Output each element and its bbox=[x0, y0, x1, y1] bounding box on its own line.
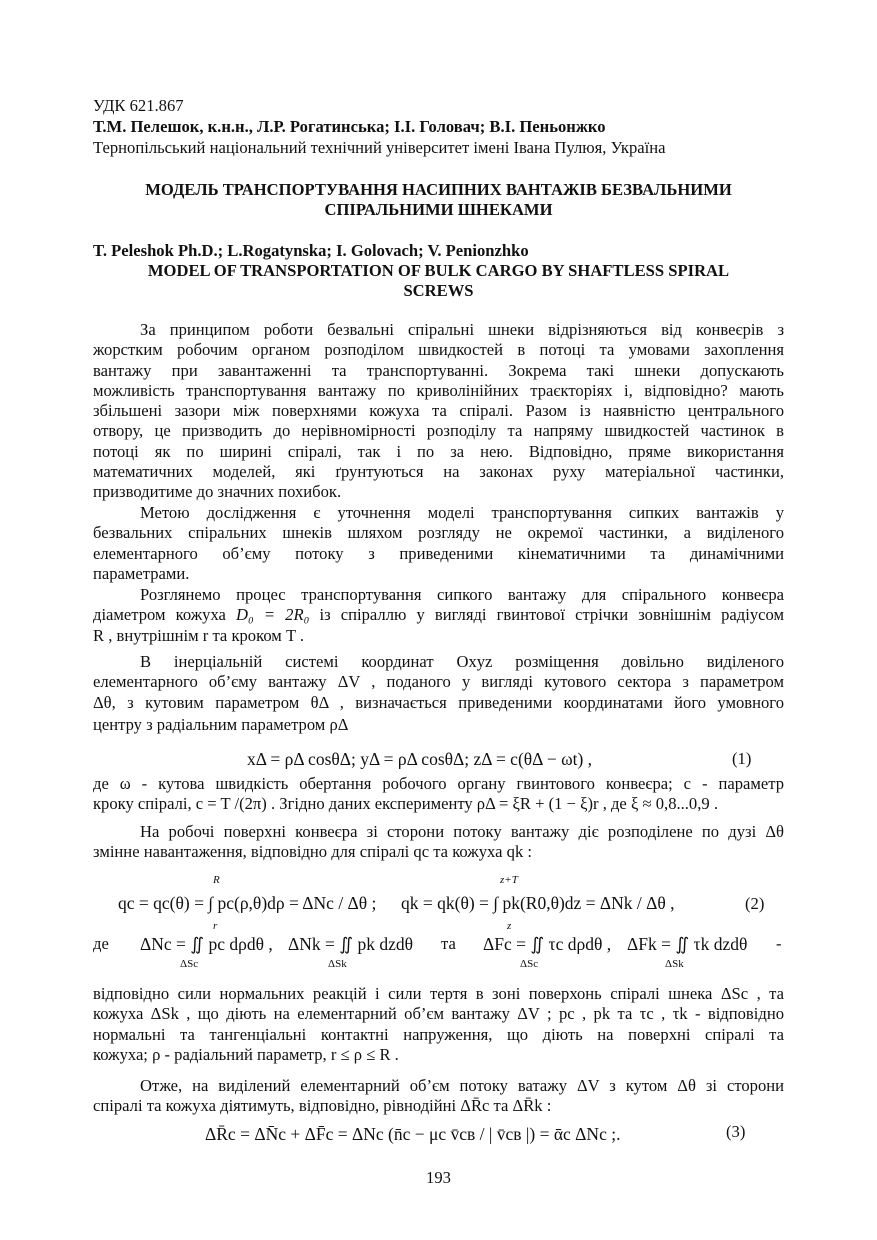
text-line: елементарного об’єму потоку з приведеними кінематичними та динамічними bbox=[93, 543, 784, 563]
text-line: можливість транспортування вантажу по криволінійних траєкторіях і, відповідно? мають bbox=[93, 380, 784, 400]
text-line: отвору, це призводить до нерівномірності розподілу та напряму швидкостей частинок в bbox=[93, 421, 784, 441]
text-line: вантажу при завантаженні та транспортуванні. Зокрема такі шнеки допускають bbox=[93, 360, 784, 380]
text-line: відповідно сили нормальних реакцій і сили тертя в зоні поверхонь спіралі шнека ΔSc , та bbox=[93, 984, 784, 1003]
integral-upper-limit: R bbox=[213, 874, 220, 886]
formula-inline: D₀ = 2R₀ bbox=[236, 605, 310, 625]
paragraph-forces bbox=[93, 984, 784, 1065]
dash: - bbox=[776, 934, 782, 953]
text-line: математичних моделей, які ґрунтуються на законах руху матеріальної частинки, bbox=[93, 462, 784, 482]
page-number: 193 bbox=[426, 1168, 451, 1187]
text-line: потоці як по ширині спіралі, так і по за нею. Відповідно, пряме використання bbox=[93, 441, 784, 461]
text-line: За принципом роботи безвальні спіральні шнеки відрізняються від конвеєрів з bbox=[140, 320, 784, 339]
equation-delta-nk: ΔNk = ∬ pk dzdθ bbox=[288, 934, 413, 954]
integration-domain: ΔSc bbox=[180, 958, 199, 970]
text-line: збільшені зазори між поверхнями кожуха та спіралі. Разом із наявністю центрального bbox=[93, 401, 784, 421]
integral-upper-limit: z+T bbox=[500, 874, 518, 886]
text-line: нормальні та тангенціальні контактні напруження, що діють на поверхні спіралі та bbox=[93, 1024, 784, 1044]
paragraph-process bbox=[93, 585, 784, 646]
text-line: На робочі поверхні конвеєра зі сторони потоку вантажу діє розподілене по дузі Δθ bbox=[140, 822, 784, 841]
integration-domain: ΔSk bbox=[328, 958, 347, 970]
text-line: жорстким робочим органом розподілом швидкостей в потоці та умовами захоплення bbox=[93, 340, 784, 360]
equation-delta-fk: ΔFk = ∬ τk dzdθ bbox=[627, 934, 748, 954]
text-line: Розглянемо процес транспортування сипкого вантажу для спірального конвеєра bbox=[140, 585, 784, 604]
text-line: змінне навантаження, відповідно для спіралі qc та кожуха qk : bbox=[93, 842, 533, 862]
equation-2-left: qc = qc(θ) = ∫ pc(ρ,θ)dρ = ΔNc / Δθ ; bbox=[118, 893, 377, 913]
text-line: Δθ, з кутовим параметром θΔ , визначається приведеними координатами його умовного bbox=[93, 692, 784, 712]
text-line: кожуха; ρ - радіальний параметр, r ≤ ρ ≤ R . bbox=[93, 1044, 399, 1064]
paragraph-load bbox=[93, 822, 784, 863]
title-ua-line-1: МОДЕЛЬ ТРАНСПОРТУВАННЯ НАСИПНИХ ВАНТАЖІВ БЕЗВАЛЬНИМИ bbox=[145, 180, 732, 199]
text-fragment: із спіраллю у вигляді гвинтової стрічки зовнішнім радіусом bbox=[319, 605, 784, 625]
equation-1: xΔ = ρΔ cosθΔ; yΔ = ρΔ cosθΔ; zΔ = c(θΔ − ωt) , bbox=[247, 749, 593, 769]
paragraph-intro bbox=[93, 320, 784, 503]
text-line bbox=[93, 605, 784, 625]
text-line: кроку спіралі, c = T /(2π) . Згідно даних експерименту ρΔ = ξR + (1 − ξ)r , де ξ ≈ 0,8...0,9 . bbox=[93, 794, 718, 814]
equation-number-2: (2) bbox=[745, 894, 765, 913]
text-line: елементарного об’єму вантажу ΔV , поданого у вигляді кутового сектора з параметром bbox=[93, 672, 784, 692]
affiliation: Тернопільський національний технічний університет імені Івана Пулюя, Україна bbox=[93, 138, 666, 157]
equation-delta-fc: ΔFc = ∬ τc dρdθ , bbox=[483, 934, 612, 954]
authors-ua: Т.М. Пелешок, к.н.н., Л.Р. Рогатинська; І.І. Головач; В.І. Пеньонжко bbox=[93, 117, 606, 136]
integral-lower-limit: r bbox=[213, 920, 218, 932]
paragraph-resultants bbox=[93, 1076, 784, 1117]
integration-domain: ΔSk bbox=[665, 958, 684, 970]
udc-code: УДК 621.867 bbox=[93, 96, 184, 115]
text-line: призводитиме до значних похибок. bbox=[93, 482, 342, 502]
equation-2-right: qk = qk(θ) = ∫ pk(R0,θ)dz = ΔNk / Δθ , bbox=[401, 893, 675, 913]
title-en-line-1: MODEL OF TRANSPORTATION OF BULK CARGO BY SHAFTLESS SPIRAL bbox=[147, 261, 730, 280]
text-line: де ω - кутова швидкість обертання робочого органу гвинтового конвеєра; c - параметр bbox=[93, 774, 784, 793]
equation-number-3: (3) bbox=[726, 1122, 746, 1141]
text-line: R , внутрішнім r та кроком T . bbox=[93, 625, 305, 645]
text-line: параметрами. bbox=[93, 563, 190, 583]
text-line: спіралі та кожуха діятимуть, відповідно, рівнодійні ΔR̄c та ΔR̄k : bbox=[93, 1096, 552, 1116]
authors-en: T. Peleshok Ph.D.; L.Rogatynska; I. Golovach; V. Penionzhko bbox=[93, 241, 529, 260]
title-en-line-2: SCREWS bbox=[403, 281, 474, 300]
equation-3: ΔR̄c = ΔN̄c + ΔF̄c = ΔNc (n̄c − μc v̄cв / | v̄cв |) = ᾱc ΔNc ;. bbox=[205, 1124, 621, 1144]
paragraph-aim bbox=[93, 503, 784, 584]
text-line: В інерціальній системі координат Oxyz розміщення довільно виділеного bbox=[140, 652, 784, 671]
paragraph-omega bbox=[93, 774, 784, 815]
equation-delta-nc: ΔNc = ∬ pc dρdθ , bbox=[140, 934, 273, 954]
title-ua-line-2: СПІРАЛЬНИМИ ШНЕКАМИ bbox=[324, 200, 553, 219]
text-line: центру з радіальним параметром ρΔ bbox=[93, 714, 349, 734]
word-de: де bbox=[93, 934, 109, 953]
text-line: кожуха ΔSk , що діють на елементарний об’єм вантажу ΔV ; pc , pk та τc , τk - відповідно bbox=[93, 1004, 784, 1024]
text-line: Отже, на виділений елементарний об’єм потоку ватажу ΔV з кутом Δθ зі сторони bbox=[140, 1076, 784, 1095]
integral-lower-limit: z bbox=[507, 920, 512, 932]
text-line: безвальних спіральних шнеків шляхом розгляду не окремої частинки, а виділеного bbox=[93, 523, 784, 543]
equation-number-1: (1) bbox=[732, 749, 752, 768]
text-fragment: діаметром кожуха bbox=[93, 605, 226, 625]
text-line: Метою дослідження є уточнення моделі транспортування сипких вантажів у bbox=[140, 503, 784, 522]
paragraph-coordinates bbox=[93, 652, 784, 737]
integration-domain: ΔSc bbox=[520, 958, 539, 970]
word-ta: та bbox=[441, 934, 456, 953]
